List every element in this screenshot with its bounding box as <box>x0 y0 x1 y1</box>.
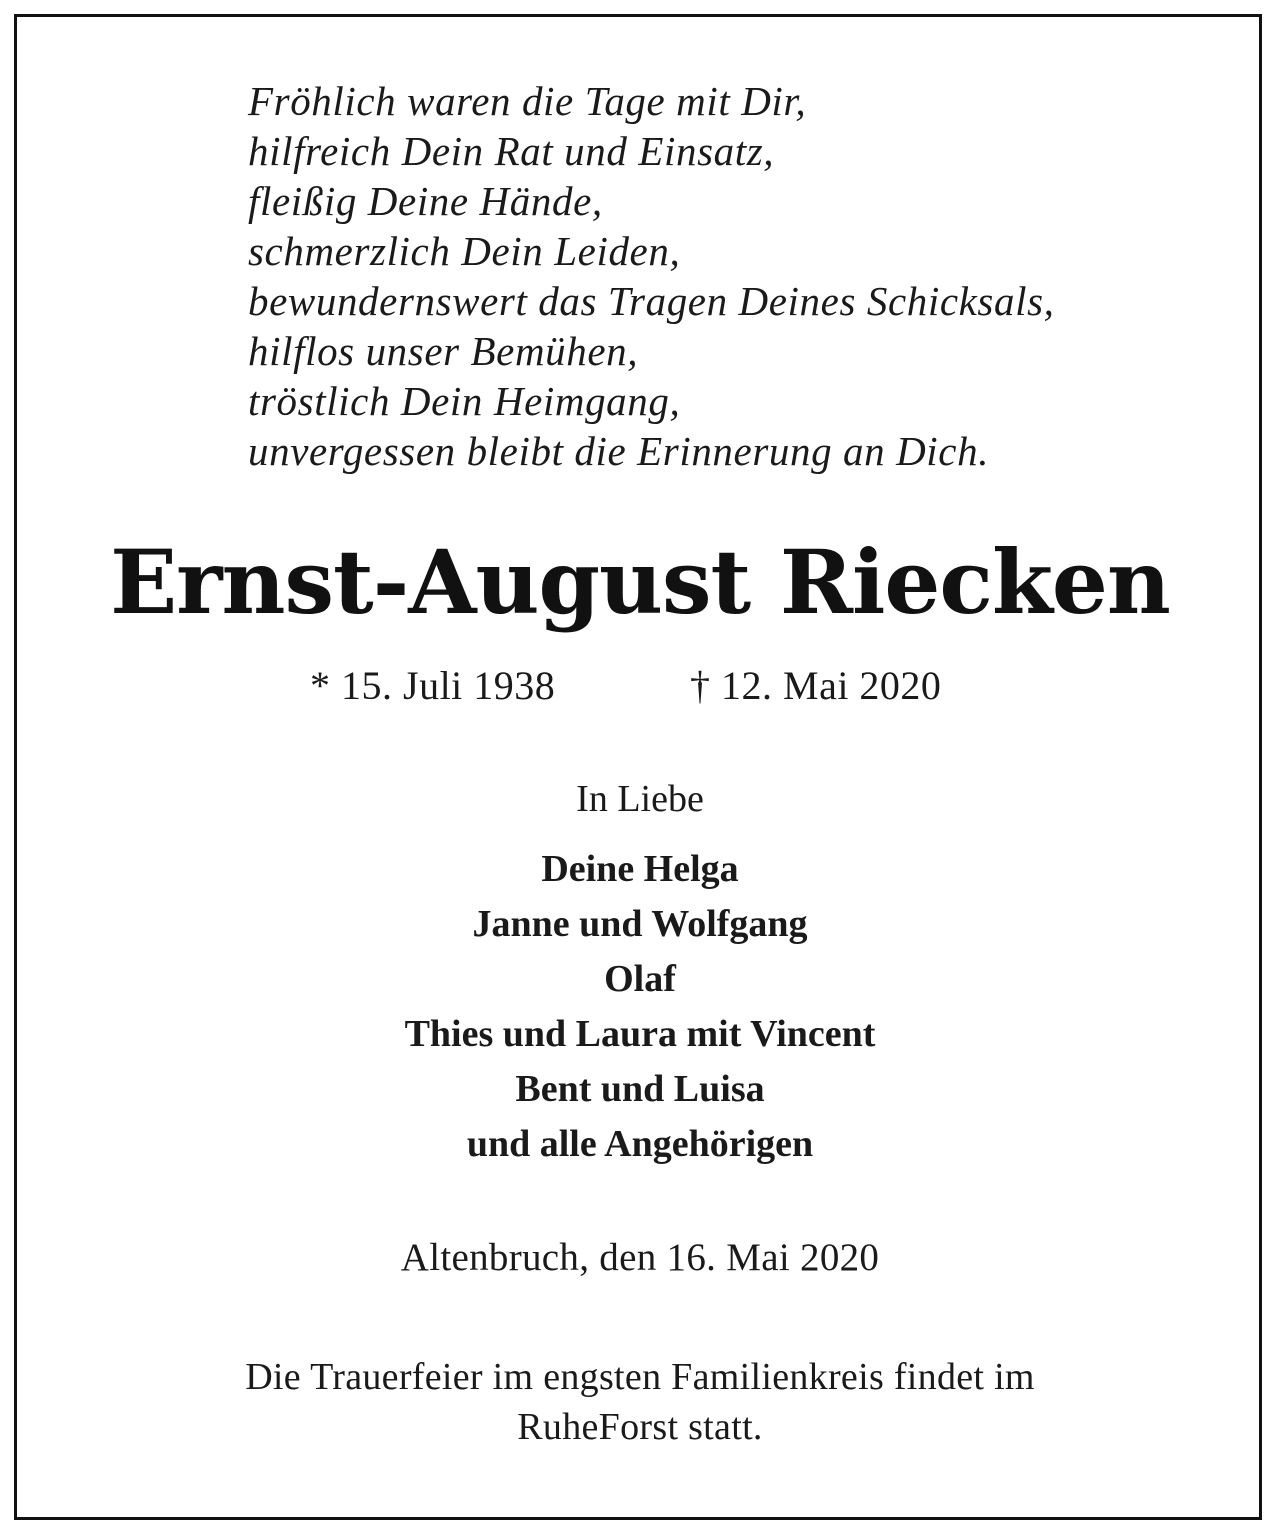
poem-line: hilflos unser Bemühen, <box>248 328 639 374</box>
mourner-entry: und alle Angehörigen <box>466 1123 814 1165</box>
birth-date: * 15. Juli 1938 <box>310 663 556 708</box>
poem-line: bewundernswert das Tragen Deines Schicksals, <box>248 278 1055 324</box>
memorial-poem <box>248 76 1054 476</box>
poem-line: hilfreich Dein Rat und Einsatz, <box>248 128 775 174</box>
mourner-entry: Janne und Wolfgang <box>472 903 808 945</box>
death-date: † 12. Mai 2020 <box>690 663 942 708</box>
poem-line: fleißig Deine Hände, <box>248 178 603 224</box>
ceremony-line: Die Trauerfeier im engsten Familienkreis findet im <box>245 1356 1035 1398</box>
mourner-entry: Bent und Luisa <box>515 1068 765 1110</box>
mourner-entry: Olaf <box>604 958 676 1000</box>
place-and-date: Altenbruch, den 16. Mai 2020 <box>400 1236 880 1279</box>
ceremony-notice <box>0 1352 1280 1452</box>
deceased-name: Ernst-August Riecken <box>110 530 1170 634</box>
mourner-entry: Thies und Laura mit Vincent <box>404 1013 876 1055</box>
mourner-entry: Deine Helga <box>541 848 739 890</box>
poem-line: Fröhlich waren die Tage mit Dir, <box>248 78 807 124</box>
poem-line: tröstlich Dein Heimgang, <box>248 378 681 424</box>
poem-line: unvergessen bleibt die Erinnerung an Dich. <box>248 428 990 474</box>
ceremony-line: RuheForst statt. <box>517 1406 763 1448</box>
mourners-list <box>0 842 1280 1172</box>
poem-line: schmerzlich Dein Leiden, <box>248 228 681 274</box>
mourners-intro: In Liebe <box>576 778 704 820</box>
